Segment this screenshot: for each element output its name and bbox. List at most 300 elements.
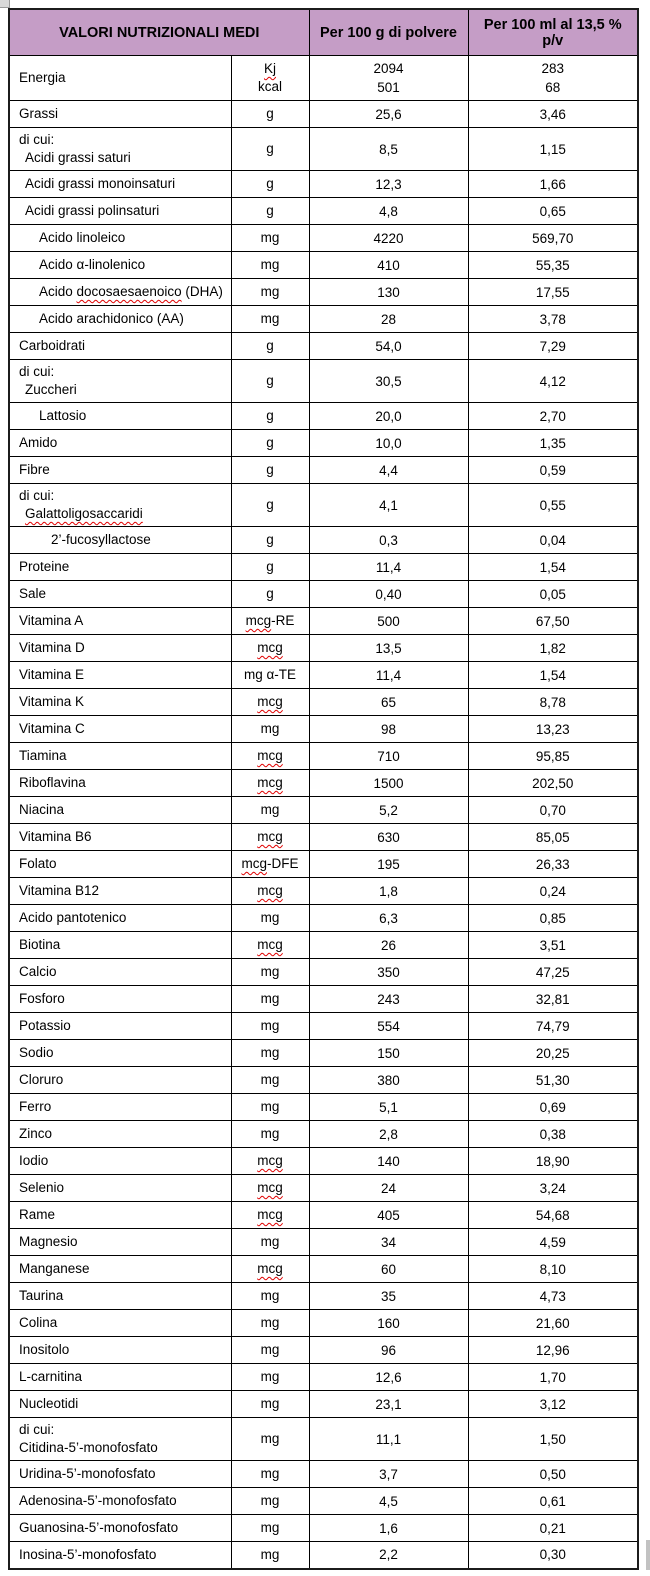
- value-line: 0,70: [539, 802, 566, 818]
- value-line: 13,23: [535, 721, 570, 737]
- table-row: [9, 1040, 638, 1067]
- unit-cell: [231, 1488, 309, 1515]
- unit-line: [236, 283, 305, 301]
- value-per-100g-cell: [309, 824, 468, 851]
- table-row: [9, 430, 638, 457]
- unit-line: [236, 720, 305, 738]
- value-per-100ml-cell: [468, 1364, 638, 1391]
- text: Uridina-5’-monofosfato: [19, 1466, 156, 1481]
- nutrient-label-cell: [9, 527, 231, 554]
- nutrient-label-line: [14, 1071, 227, 1089]
- unit-line: [236, 256, 305, 274]
- value-per-100ml-cell: [468, 430, 638, 457]
- value-per-100ml-cell: [468, 333, 638, 360]
- unit-line: [236, 612, 305, 630]
- text: Acidi grassi monoinsaturi: [25, 176, 176, 191]
- value-line: 6,3: [379, 910, 398, 926]
- value-per-100ml-cell: [468, 608, 638, 635]
- value-per-100ml-cell: [468, 1310, 638, 1337]
- value-line: 11,4: [375, 559, 402, 575]
- value-line: 23,1: [375, 1396, 402, 1412]
- unit-cell: [231, 878, 309, 905]
- value-line: 95,85: [535, 748, 570, 764]
- text: g: [266, 435, 274, 450]
- table-row: [9, 279, 638, 306]
- value-line: 65: [380, 694, 397, 710]
- unit-line: [236, 372, 305, 390]
- misspelled-text: mcg: [257, 1180, 283, 1195]
- unit-line: [236, 434, 305, 452]
- value-line: 60: [380, 1261, 397, 1277]
- nutrient-label-line: [14, 774, 227, 792]
- nutrient-label-line: [14, 558, 227, 576]
- text: -DFE: [267, 856, 299, 871]
- text: mg: [260, 1072, 280, 1087]
- text: mg: [260, 284, 280, 299]
- text: Sale: [19, 586, 47, 601]
- value-per-100g-cell: [309, 457, 468, 484]
- text: Vitamina K: [19, 694, 85, 709]
- unit-line: [236, 496, 305, 514]
- value-per-100g-cell: [309, 662, 468, 689]
- table-row: [9, 743, 638, 770]
- misspelled-text: mcg: [257, 937, 283, 952]
- table-row: [9, 1364, 638, 1391]
- text: Vitamina B12: [19, 883, 100, 898]
- value-line: 68: [545, 80, 561, 95]
- text: Vitamina D: [19, 640, 85, 655]
- value-per-100ml-cell: [468, 959, 638, 986]
- unit-cell: [231, 1121, 309, 1148]
- nutrient-label-cell: [9, 1094, 231, 1121]
- value-line: 96: [380, 1342, 397, 1358]
- misspelled-text: mcg: [241, 856, 267, 871]
- unit-cell: [231, 1202, 309, 1229]
- misspelled-text: mcg: [257, 829, 283, 844]
- table-row: [9, 1175, 638, 1202]
- value-line: 0,30: [539, 1547, 566, 1563]
- value-per-100ml-cell: [468, 689, 638, 716]
- value-per-100ml-cell: [468, 1121, 638, 1148]
- unit-cell: [231, 1337, 309, 1364]
- text: di cui:: [19, 488, 55, 503]
- value-line: 410: [377, 257, 400, 273]
- text: Fibre: [19, 462, 50, 477]
- nutrient-label-cell: [9, 986, 231, 1013]
- value-line: 0,69: [539, 1099, 566, 1115]
- unit-line: [236, 1430, 305, 1448]
- value-per-100ml-cell: [468, 1256, 638, 1283]
- value-per-100ml-cell: [468, 635, 638, 662]
- unit-line: [236, 175, 305, 193]
- table-row: [9, 1461, 638, 1488]
- text: Amido: [19, 435, 58, 450]
- value-line: 11,4: [375, 667, 402, 683]
- table-row: [9, 608, 638, 635]
- text: mg: [260, 230, 280, 245]
- value-line: 98: [380, 721, 397, 737]
- nutrient-label-line: [14, 1465, 227, 1483]
- value-line: 501: [377, 80, 400, 95]
- value-per-100ml-cell: [468, 716, 638, 743]
- unit-line: [236, 337, 305, 355]
- value-per-100g-cell: [309, 743, 468, 770]
- table-row: [9, 1542, 638, 1569]
- value-line: 8,10: [539, 1261, 566, 1277]
- unit-cell: [231, 635, 309, 662]
- value-per-100ml-cell: [468, 279, 638, 306]
- value-per-100ml-cell: [468, 403, 638, 430]
- table-row: [9, 457, 638, 484]
- value-per-100g-cell: [309, 128, 468, 171]
- unit-cell: [231, 743, 309, 770]
- unit-cell: [231, 770, 309, 797]
- text: g: [266, 373, 274, 388]
- text: mg: [260, 1045, 280, 1060]
- misspelled-text: mcg: [257, 775, 283, 790]
- table-row: [9, 101, 638, 128]
- unit-cell: [231, 279, 309, 306]
- text: di cui:: [19, 364, 55, 379]
- value-per-100ml-cell: [468, 484, 638, 527]
- nutrient-label-line: [14, 1314, 227, 1332]
- unit-cell: [231, 689, 309, 716]
- value-per-100ml-cell: [468, 1013, 638, 1040]
- text: Fosforo: [19, 991, 65, 1006]
- misspelled-text: mcg: [245, 613, 272, 628]
- nutrient-label-cell: [9, 905, 231, 932]
- unit-line: [236, 1314, 305, 1332]
- table-row: [9, 171, 638, 198]
- value-line: 4,73: [539, 1288, 566, 1304]
- value-line: 10,0: [375, 435, 402, 451]
- misspelled-text: mcg: [257, 1153, 283, 1168]
- nutrient-label-cell: [9, 959, 231, 986]
- table-row: [9, 128, 638, 171]
- nutrient-label-line: [14, 1125, 227, 1143]
- unit-line: [236, 202, 305, 220]
- unit-cell: [231, 430, 309, 457]
- nutrient-label-line: [14, 434, 227, 452]
- text: mg α-TE: [243, 667, 297, 682]
- text: Iodio: [19, 1153, 49, 1168]
- nutrient-label-cell: [9, 581, 231, 608]
- nutrient-label-cell: [9, 1364, 231, 1391]
- text: Vitamina C: [19, 721, 85, 736]
- unit-cell: [231, 1364, 309, 1391]
- table-row: [9, 878, 638, 905]
- nutrient-label-line: [14, 229, 227, 247]
- table-row: [9, 851, 638, 878]
- value-line: 12,6: [375, 1369, 402, 1385]
- value-per-100ml-cell: [468, 1175, 638, 1202]
- nutrient-label-line: [14, 1152, 227, 1170]
- unit-cell: [231, 360, 309, 403]
- nutrient-label-line: [14, 1492, 227, 1510]
- text: L-carnitina: [19, 1369, 83, 1384]
- value-line: 18,90: [535, 1153, 570, 1169]
- nutrient-label-cell: [9, 252, 231, 279]
- nutrient-label-cell: [9, 171, 231, 198]
- nutrient-label-line: [14, 909, 227, 927]
- unit-cell: [231, 932, 309, 959]
- value-per-100g-cell: [309, 1256, 468, 1283]
- value-line: 47,25: [535, 964, 570, 980]
- value-line: 13,5: [375, 640, 402, 656]
- value-line: 30,5: [375, 373, 402, 389]
- text: Acidi grassi polinsaturi: [25, 203, 160, 218]
- text: mg: [260, 1369, 280, 1384]
- value-line: 0,40: [375, 586, 402, 602]
- table-row: [9, 689, 638, 716]
- text: Acidi grassi saturi: [25, 150, 131, 165]
- value-per-100ml-cell: [468, 1094, 638, 1121]
- nutrient-label-line: [14, 963, 227, 981]
- unit-cell: [231, 56, 309, 101]
- text: mg: [260, 311, 280, 326]
- nutrient-label-line: [14, 612, 227, 630]
- unit-cell: [231, 1094, 309, 1121]
- nutrient-label-cell: [9, 1283, 231, 1310]
- unit-cell: [231, 198, 309, 225]
- nutrient-label-cell: [9, 1256, 231, 1283]
- header-group-label: VALORI NUTRIZIONALI MEDI: [9, 9, 309, 56]
- value-per-100g-cell: [309, 932, 468, 959]
- nutrient-label-cell: [9, 225, 231, 252]
- nutrient-label-cell: [9, 1488, 231, 1515]
- misspelled-text: mcg: [257, 640, 283, 655]
- nutrient-label-cell: [9, 430, 231, 457]
- text: Acido: [39, 284, 77, 299]
- table-row: [9, 56, 638, 101]
- unit-line: [236, 828, 305, 846]
- misspelled-text: Galattoligosaccaridi: [25, 506, 143, 521]
- unit-cell: [231, 959, 309, 986]
- unit-cell: [231, 1515, 309, 1542]
- unit-line: [236, 1017, 305, 1035]
- value-line: 0,3: [379, 532, 398, 548]
- table-row: [9, 824, 638, 851]
- nutrient-label-line: [14, 1546, 227, 1564]
- text: Zuccheri: [25, 382, 77, 397]
- unit-cell: [231, 1148, 309, 1175]
- table-row: [9, 1391, 638, 1418]
- value-per-100ml-cell: [468, 171, 638, 198]
- unit-line: [236, 140, 305, 158]
- unit-line: [236, 882, 305, 900]
- value-per-100g-cell: [309, 878, 468, 905]
- text: g: [266, 141, 274, 156]
- value-line: 8,78: [539, 694, 566, 710]
- header-per-100g: Per 100 g di polvere: [309, 9, 468, 56]
- table-row: [9, 905, 638, 932]
- text: g: [266, 559, 274, 574]
- value-per-100g-cell: [309, 1542, 468, 1569]
- nutrient-label-line: [14, 855, 227, 873]
- unit-cell: [231, 905, 309, 932]
- nutrient-label-line: [14, 1233, 227, 1251]
- value-per-100g-cell: [309, 171, 468, 198]
- value-line: 11,1: [375, 1431, 402, 1447]
- nutrient-label-line: [14, 639, 227, 657]
- unit-cell: [231, 716, 309, 743]
- value-per-100ml-cell: [468, 1148, 638, 1175]
- value-per-100g-cell: [309, 484, 468, 527]
- table-row: [9, 198, 638, 225]
- nutrient-label-line: [14, 531, 227, 549]
- value-line: 1,66: [539, 176, 566, 192]
- unit-line: [236, 310, 305, 328]
- table-row: [9, 716, 638, 743]
- nutrient-label-line: [14, 310, 227, 328]
- value-per-100g-cell: [309, 689, 468, 716]
- value-line: 350: [377, 964, 400, 980]
- nutrient-label-cell: [9, 128, 231, 171]
- value-per-100g-cell: [309, 1364, 468, 1391]
- text: mg: [260, 802, 280, 817]
- text: mg: [260, 910, 280, 925]
- nutrient-label-line: [14, 720, 227, 738]
- table-row: [9, 662, 638, 689]
- nutrient-label-line: [14, 105, 227, 123]
- value-per-100ml-cell: [468, 824, 638, 851]
- unit-line: [236, 1179, 305, 1197]
- nutrient-label-cell: [9, 662, 231, 689]
- value-per-100ml-cell: [468, 878, 638, 905]
- nutrient-label-line: [14, 747, 227, 765]
- nutrient-label-line: [14, 381, 227, 399]
- unit-line: [236, 1071, 305, 1089]
- text: g: [266, 586, 274, 601]
- text: g: [266, 176, 274, 191]
- unit-line: [236, 1260, 305, 1278]
- text: Inositolo: [19, 1342, 70, 1357]
- unit-cell: [231, 128, 309, 171]
- value-line: 4,4: [379, 462, 398, 478]
- text: Carboidrati: [19, 338, 86, 353]
- value-line: 1,8: [379, 883, 398, 899]
- value-per-100ml-cell: [468, 1461, 638, 1488]
- value-per-100ml-cell: [468, 581, 638, 608]
- nutrient-label-line: [14, 149, 227, 167]
- nutrient-label-cell: [9, 635, 231, 662]
- unit-cell: [231, 333, 309, 360]
- table-row: [9, 554, 638, 581]
- value-line: 0,05: [539, 586, 566, 602]
- table-row: [9, 527, 638, 554]
- value-line: 2,70: [539, 408, 566, 424]
- value-line: 7,29: [539, 338, 566, 354]
- text: mg: [260, 1520, 280, 1535]
- nutrient-label-cell: [9, 932, 231, 959]
- unit-cell: [231, 1067, 309, 1094]
- value-per-100ml-cell: [468, 252, 638, 279]
- text: Colina: [19, 1315, 58, 1330]
- value-per-100g-cell: [309, 635, 468, 662]
- unit-line: [236, 1341, 305, 1359]
- value-line: 1,70: [539, 1369, 566, 1385]
- value-line: 405: [377, 1207, 400, 1223]
- value-line: 0,55: [539, 497, 566, 513]
- value-line: 150: [377, 1045, 400, 1061]
- value-per-100g-cell: [309, 770, 468, 797]
- value-line: 1,6: [379, 1520, 398, 1536]
- value-per-100ml-cell: [468, 1067, 638, 1094]
- table-header: [9, 9, 638, 56]
- value-line: 26,33: [535, 856, 570, 872]
- unit-cell: [231, 252, 309, 279]
- misspelled-text: Kj: [263, 61, 276, 76]
- unit-line: [236, 909, 305, 927]
- value-line: 17,55: [535, 284, 570, 300]
- text: mg: [260, 1431, 280, 1446]
- table-handle-icon: [0, 0, 10, 8]
- nutrient-label-line: [14, 1395, 227, 1413]
- value-line: 3,51: [539, 937, 566, 953]
- table-row: [9, 484, 638, 527]
- nutrition-facts-table: [8, 8, 639, 1570]
- screen-edge-artifact: [646, 1540, 650, 1570]
- value-per-100g-cell: [309, 430, 468, 457]
- unit-line: [236, 1098, 305, 1116]
- value-line: 12,3: [375, 176, 402, 192]
- unit-line: [236, 558, 305, 576]
- text: Guanosina-5’-monofosfato: [19, 1520, 179, 1535]
- misspelled-text: mcg: [257, 1207, 283, 1222]
- value-line: 0,61: [539, 1493, 566, 1509]
- value-per-100ml-cell: [468, 1542, 638, 1569]
- unit-line: [236, 1125, 305, 1143]
- text: g: [266, 106, 274, 121]
- table-row: [9, 1256, 638, 1283]
- value-line: 4,12: [539, 373, 566, 389]
- unit-cell: [231, 306, 309, 333]
- value-line: 202,50: [532, 775, 574, 791]
- unit-cell: [231, 581, 309, 608]
- unit-cell: [231, 824, 309, 851]
- text: Acido linoleico: [39, 230, 126, 245]
- text: di cui:: [19, 1422, 55, 1437]
- text: Vitamina E: [19, 667, 85, 682]
- value-line: 130: [377, 284, 400, 300]
- text: mg: [260, 991, 280, 1006]
- nutrient-label-line: [14, 175, 227, 193]
- nutrient-label-line: [14, 131, 227, 149]
- nutrient-label-cell: [9, 101, 231, 128]
- text: Riboflavina: [19, 775, 86, 790]
- value-per-100ml-cell: [468, 1229, 638, 1256]
- value-line: 1,50: [539, 1431, 566, 1447]
- value-line: 32,81: [535, 991, 570, 1007]
- value-per-100g-cell: [309, 1013, 468, 1040]
- nutrient-label-cell: [9, 743, 231, 770]
- nutrient-label-cell: [9, 333, 231, 360]
- unit-cell: [231, 1175, 309, 1202]
- table-row: [9, 1094, 638, 1121]
- value-per-100ml-cell: [468, 905, 638, 932]
- value-line: 630: [377, 829, 400, 845]
- value-per-100ml-cell: [468, 527, 638, 554]
- value-per-100g-cell: [309, 1418, 468, 1461]
- nutrient-label-cell: [9, 484, 231, 527]
- table-row: [9, 1310, 638, 1337]
- value-line: 4,5: [379, 1493, 398, 1509]
- unit-line: [236, 936, 305, 954]
- value-line: 5,1: [379, 1099, 398, 1115]
- value-line: 34: [380, 1234, 397, 1250]
- value-per-100g-cell: [309, 198, 468, 225]
- unit-line: [236, 801, 305, 819]
